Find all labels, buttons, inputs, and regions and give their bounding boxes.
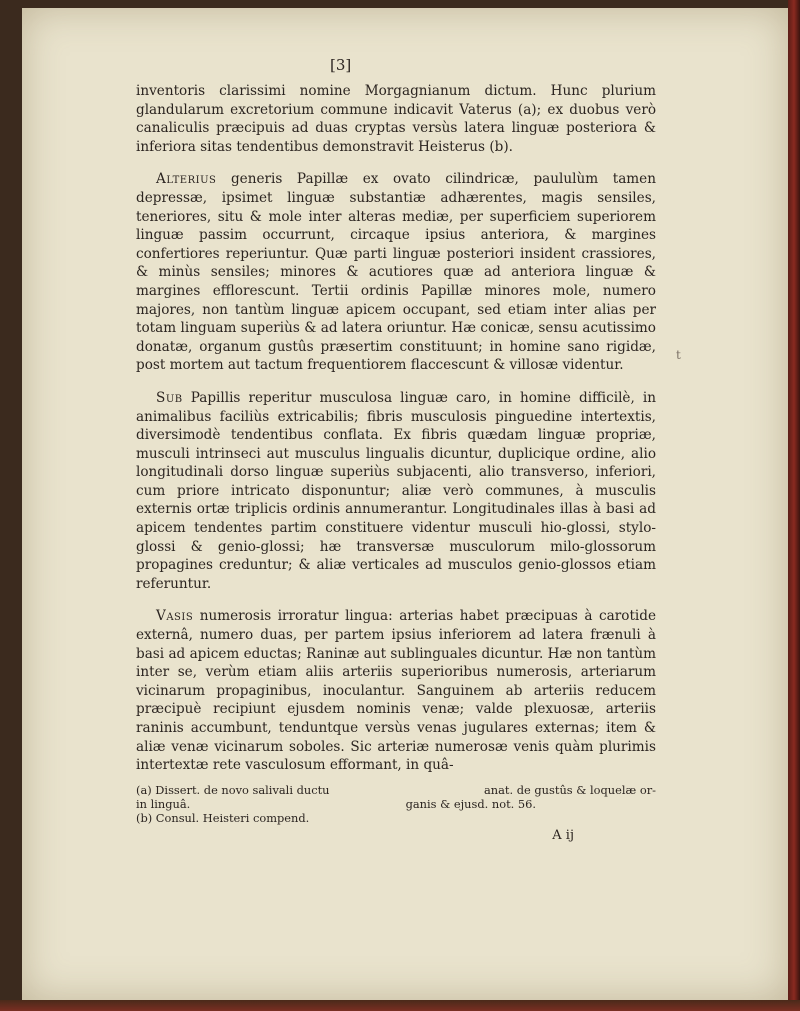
paragraph-text: Papillis reperitur musculosa linguæ caro, in homine difficilè, in animalibus faciliùs extricabilis; fibris musculosis pinguedine intertextis, diversimodè tendentibus conflata. Ex fibris quædam linguæ propriæ, musculi intrinseci aut musculus lingualis dicuntur, duplicique ordine, alio longitudinali dorso linguæ superiùs subjacenti, alio transverso, inferiori, cum priore intricato disponuntur; aliæ verò communes, à musculis externis ortæ triplicis ordinis annumerantur. Longitudinales illas à basi ad apicem tendentes partim constituere videntur musculi hio-glossi, stylo-glossi & genio-glossi; hæ transversæ musculorum milo-glossorum propagines creduntur; & aliæ verticales ad musculos genio-glossos etiam referuntur. [136, 389, 656, 592]
footnote-b: (b) Consul. Heisteri compend. [136, 810, 310, 825]
signature-mark: A ij [552, 827, 574, 843]
paragraph-lead: Alterius [156, 171, 217, 188]
footnote-a-right: anat. de gustûs & loquelæ or- [484, 782, 656, 797]
footnote-a-cont-right: ganis & ejusd. not. 56. [405, 796, 536, 811]
footnote-a [136, 783, 656, 797]
paragraph-3 [136, 389, 656, 594]
page-number: [3] [330, 56, 352, 74]
paragraph-lead: Sub [156, 389, 183, 406]
footnote-a-left: (a) Dissert. de novo salivali ductu [136, 782, 330, 797]
paragraph-4 [136, 607, 656, 774]
margin-mark: t [676, 348, 681, 362]
footnotes [136, 783, 656, 825]
paragraph-1 [136, 82, 656, 156]
book-edge-right [788, 0, 800, 1011]
paragraph-text: inventoris clarissimi nomine Morgagnianum dictum. Hunc plurium glandularum excretorium commune indicavit Vaterus (a); ex duobus verò canaliculis præcipuis ad duas cryptas versùs latera linguæ posteriora & inferiora sitas tendentibus demonstravit Heisterus (b). [136, 83, 656, 155]
book-edge-bottom [0, 1000, 800, 1011]
footnote-a-cont-left: in linguâ. [136, 796, 191, 811]
body-text [136, 60, 656, 845]
paragraph-2 [136, 170, 656, 375]
paragraph-text: generis Papillæ ex ovato cilindricæ, paululùm tamen depressæ, ipsimet linguæ substantiæ adhærentes, magis sensiles, teneriores, situ & mole inter alteras mediæ, per superficiem superiorem linguæ passim occurrunt, circaque ipsius anteriora, & margines confertiores reperiuntur. Quæ parti linguæ posteriori insident crassiores, & minùs sensiles; minores & acutiores quæ ad anteriora linguæ & margines efflorescunt. Tertii ordinis Papillæ minores mole, numero majores, non tantùm linguæ apicem occupant, sed etiam inter alias per totam linguam superiùs & ad latera oriuntur. Hæ conicæ, sensu acutissimo donatæ, organum gustûs præsertim constituunt; in homine sano rigidæ, post mortem aut tactum frequentiorem flaccescunt & villosæ videntur. [136, 171, 656, 374]
paragraph-lead: Vasis [156, 608, 194, 625]
footnote-a-continued [136, 797, 656, 811]
paragraph-text: numerosis irroratur lingua: arterias habet præcipuas à carotide externâ, numero duas, per partem ipsius inferiorem ad latera frænuli à basi ad apicem eductas; Raninæ aut sublinguales dicuntur. Hæ non tantùm inter se, verùm etiam aliis arteriis superioribus numerosis, arteriarum vicinarum propaginibus, inoculantur. Sanguinem ab arteriis reducem præcipuè recipiunt ejusdem nominis venæ; valde plexuosæ, arteriis raninis accumbunt, tenduntque versùs venas jugulares externas; item & aliæ venæ vicinarum soboles. Sic arteriæ numerosæ venis quàm plurimis intertextæ rete vasculosum efformant, in quâ- [136, 608, 656, 774]
